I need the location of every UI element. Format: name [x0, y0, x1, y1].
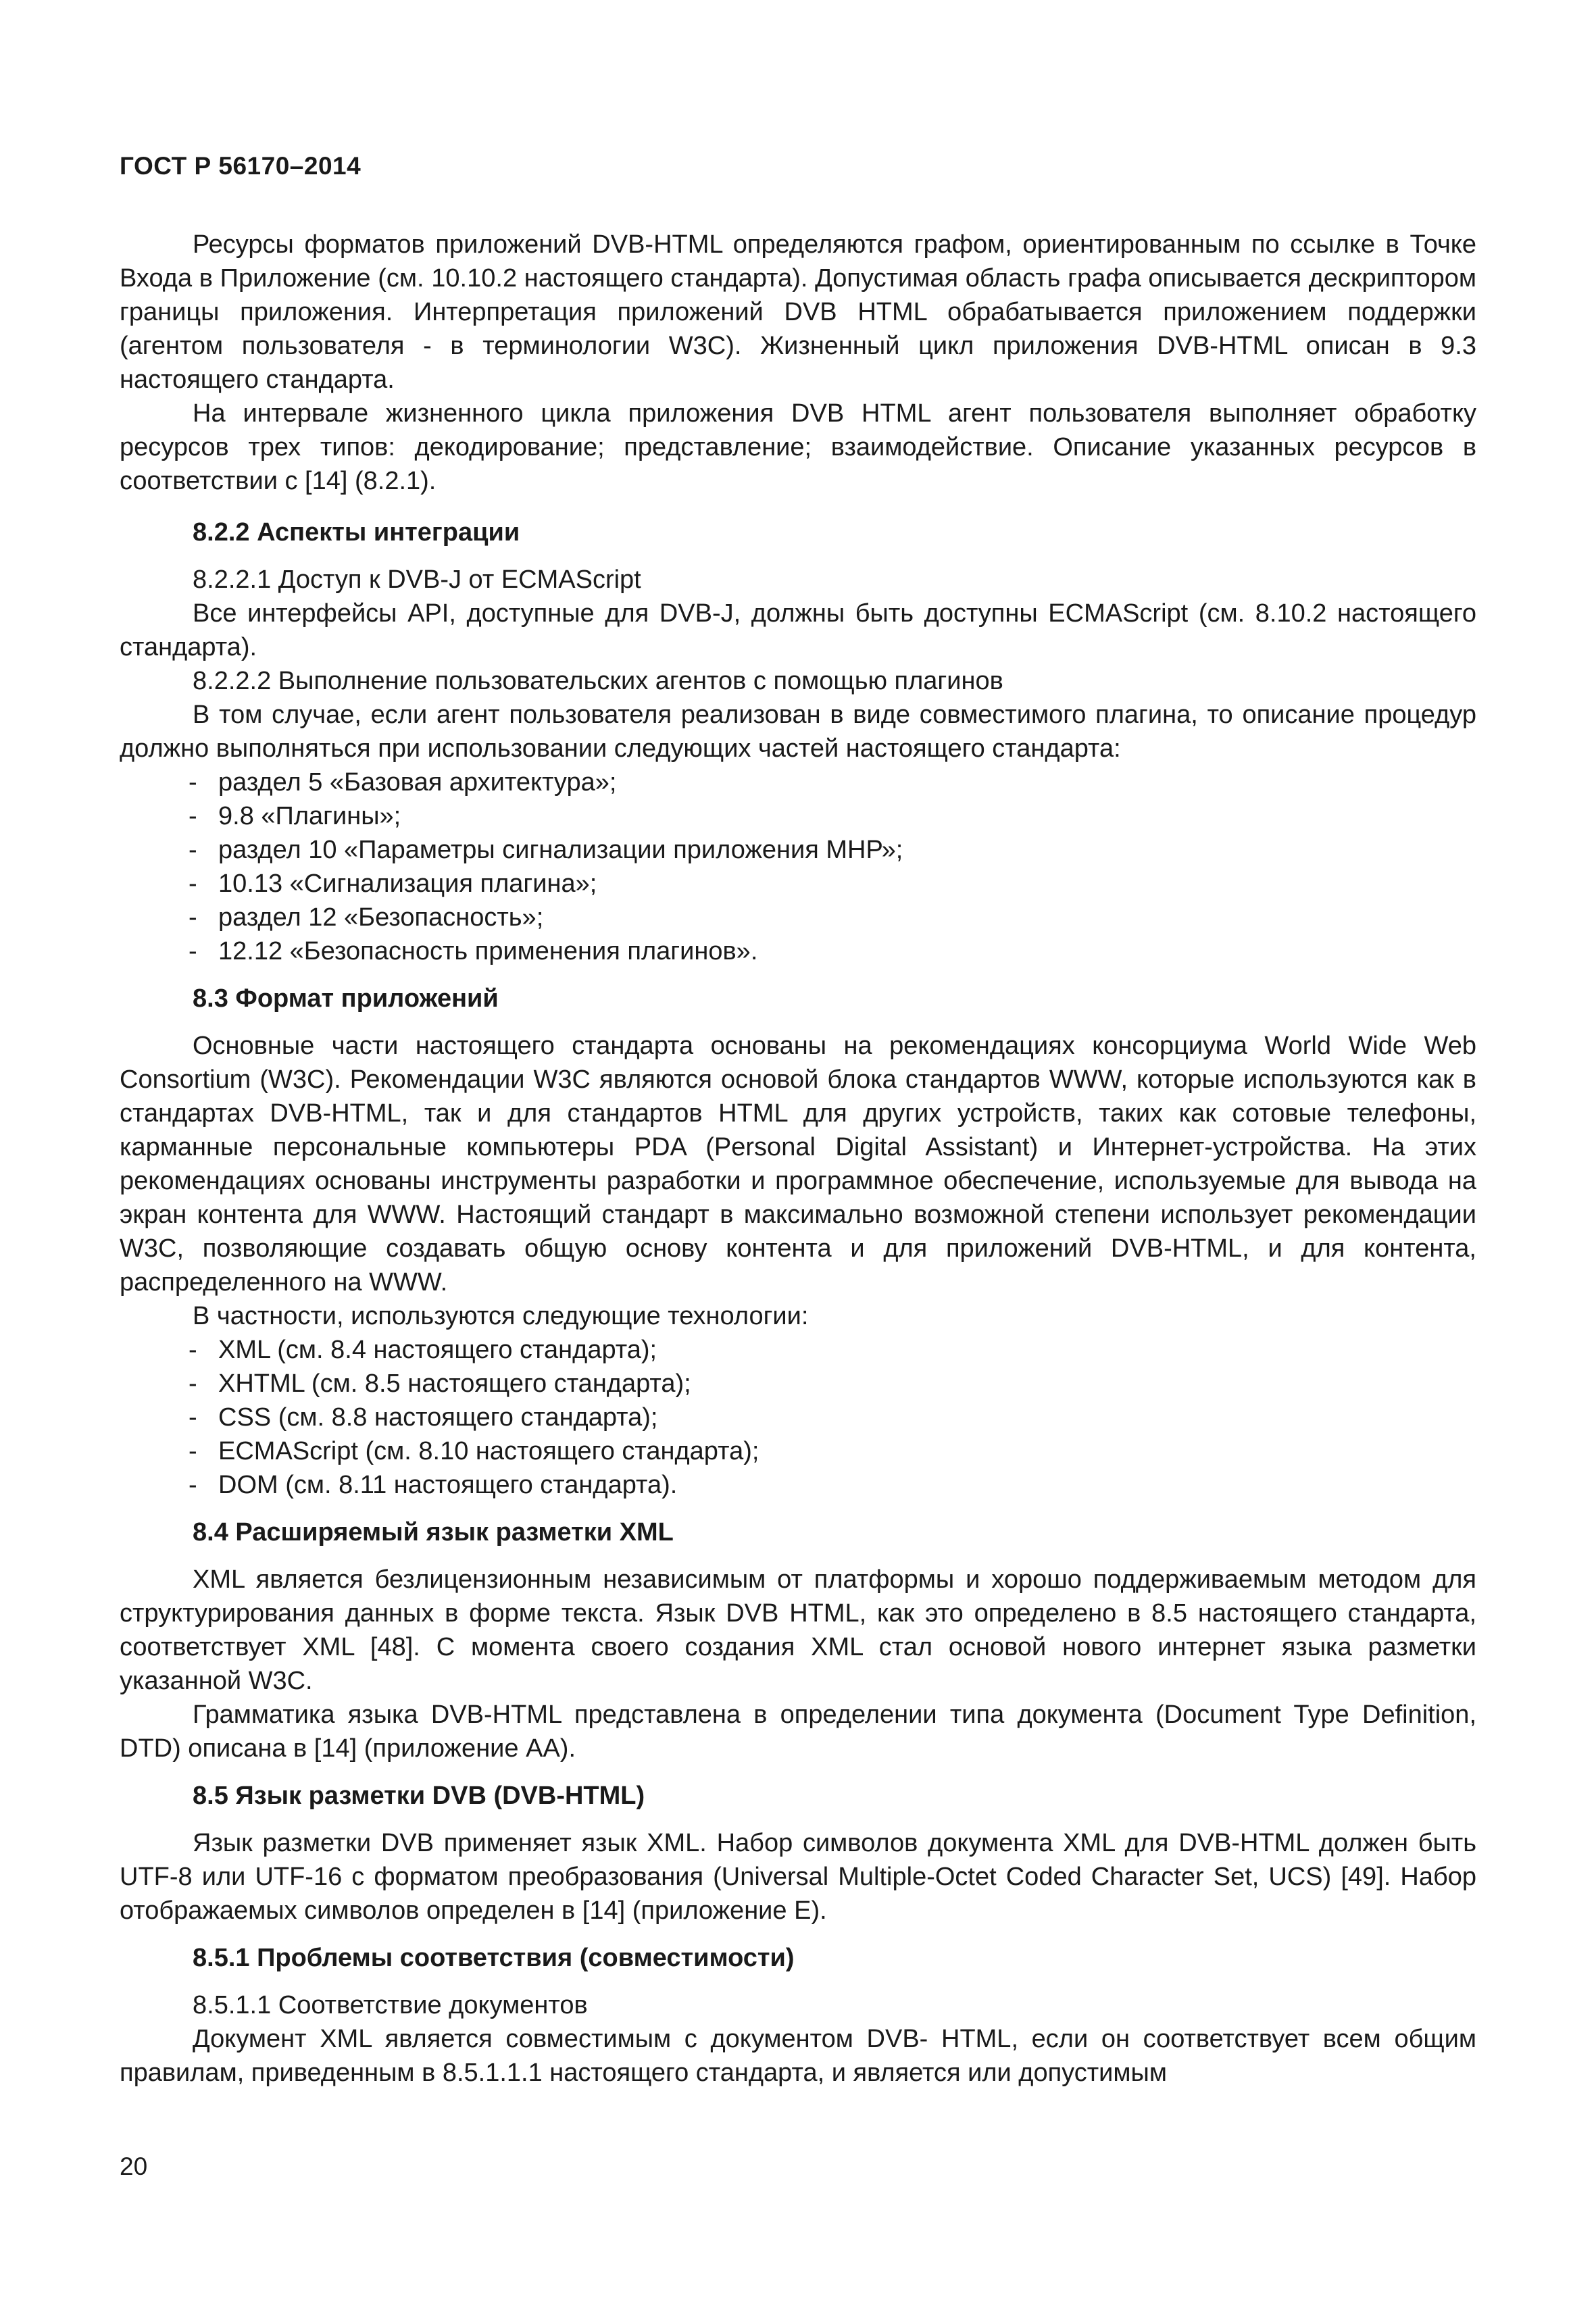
list-bullet: - [189, 937, 197, 965]
list-item: - раздел 10 «Параметры сигнализации приложения МНР»; [189, 833, 1476, 867]
paragraph: Язык разметки DVB применяет язык XML. Набор символов документа XML для DVB-HTML должен быть UTF-8 или UTF-16 с форматом преобразования (Universal Multiple-Octet Coded Character Set, UCS) [49]. Набор отображаемых символов определен в [14] (приложение Е). [120, 1829, 1476, 1925]
document-header: ГОСТ Р 56170–2014 [120, 152, 361, 180]
list-item: - раздел 5 «Базовая архитектура»; [189, 765, 1476, 799]
list-item: - DOM (см. 8.11 настоящего стандарта). [189, 1468, 1476, 1502]
paragraph: На интервале жизненного цикла приложения DVB HTML агент пользователя выполняет обработку ресурсов трех типов: декодирование; представление; взаимодействие. Описание указанных ресурсов в соответствии с [14] (8.2.1). [120, 399, 1476, 495]
section-heading-8-5: 8.5 Язык разметки DVB (DVB-HTML) [193, 1782, 645, 1810]
paragraph: Ресурсы форматов приложений DVB-HTML определяются графом, ориентированным по ссылке в Точке Входа в Приложение (см. 10.10.2 настоящего стандарта). Допустимая область графа описывается дескриптором границы приложения. Интерпретация приложений DVB HTML обрабатывается приложением поддержки (агентом пользователя - в терминологии W3C). Жизненный цикл приложения DVB-HTML описан в 9.3 настоящего стандарта. [120, 230, 1476, 394]
paragraph: XML является безлицензионным независимым от платформы и хорошо поддерживаемым методом для структурирования данных в форме текста. Язык DVB HTML, как это определено в 8.5 настоящего стандарта, соответствует XML [48]. С момента своего создания XML стал основой нового интернет языка разметки указанной W3C. [120, 1565, 1476, 1695]
paragraph: Все интерфейсы API, доступные для DVB-J, должны быть доступны ECMAScript (см. 8.10.2 настоящего стандарта). [120, 599, 1476, 661]
paragraph: В частности, используются следующие технологии: [193, 1302, 809, 1330]
page-number: 20 [120, 2153, 148, 2180]
section-heading-8-3: 8.3 Формат приложений [193, 984, 499, 1013]
list-item: - CSS (см. 8.8 настоящего стандарта); [189, 1401, 1476, 1434]
paragraph: Грамматика языка DVB-HTML представлена в определении типа документа (Document Type Definition, DTD) описана в [14] (приложение АА). [120, 1701, 1476, 1763]
list-bullet: - [189, 1369, 197, 1398]
list-item: - 9.8 «Плагины»; [189, 799, 1476, 833]
list-item: - 10.13 «Сигнализация плагина»; [189, 867, 1476, 901]
list-bullet: - [189, 1403, 197, 1432]
list-item: - XML (см. 8.4 настоящего стандарта); [189, 1333, 1476, 1367]
list-item: - ECMAScript (см. 8.10 настоящего стандарта); [189, 1434, 1476, 1468]
list-bullet: - [189, 802, 197, 830]
list-bullet: - [189, 870, 197, 898]
list-item: - 12.12 «Безопасность применения плагинов». [189, 934, 1476, 968]
document-body [120, 228, 1476, 2090]
list-bullet: - [189, 903, 197, 932]
section-heading-8-5-1: 8.5.1 Проблемы соответствия (совместимости) [193, 1944, 795, 1972]
list-bullet: - [189, 836, 197, 864]
paragraph: Документ XML является совместимым с документом DVB- HTML, если он соответствует всем общим правилам, приведенным в 8.5.1.1.1 настоящего стандарта, и является или допустимым [120, 2025, 1476, 2087]
list-bullet: - [189, 1471, 197, 1499]
list-bullet: - [189, 1437, 197, 1465]
section-heading-8-2-2: 8.2.2 Аспекты интеграции [193, 518, 520, 547]
technologies-list [120, 1333, 1476, 1502]
list-item: - XHTML (см. 8.5 настоящего стандарта); [189, 1367, 1476, 1401]
subsection-8-2-2-2: 8.2.2.2 Выполнение пользовательских агентов с помощью плагинов [193, 667, 1003, 695]
paragraph: Основные части настоящего стандарта основаны на рекомендациях консорциума World Wide Web Consortium (W3C). Рекомендации W3C являются основой блока стандартов WWW, которые используются как в стандартах DVB-HTML, так и для стандартов HTML для других устройств, таких как сотовые телефоны, карманные персональные компьютеры PDA (Personal Digital Assistant) и Интернет-устройства. На этих рекомендациях основаны инструменты разработки и программное обеспечение, используемые для вывода на экран контента для WWW. Настоящий стандарт в максимально возможной степени использует рекомендации W3C, позволяющие создавать общую основу контента и для приложений DVB-HTML, и для контента, распределенного на WWW. [120, 1032, 1476, 1297]
section-heading-8-4: 8.4 Расширяемый язык разметки XML [193, 1518, 674, 1546]
plugin-parts-list [120, 765, 1476, 968]
subsection-8-2-2-1: 8.2.2.1 Доступ к DVB-J от ECMAScript [193, 565, 641, 594]
list-item: - раздел 12 «Безопасность»; [189, 901, 1476, 934]
subsection-8-5-1-1: 8.5.1.1 Соответствие документов [193, 1991, 588, 2019]
list-bullet: - [189, 768, 197, 797]
paragraph: В том случае, если агент пользователя реализован в виде совместимого плагина, то описание процедур должно выполняться при использовании следующих частей настоящего стандарта: [120, 701, 1476, 763]
list-bullet: - [189, 1336, 197, 1364]
